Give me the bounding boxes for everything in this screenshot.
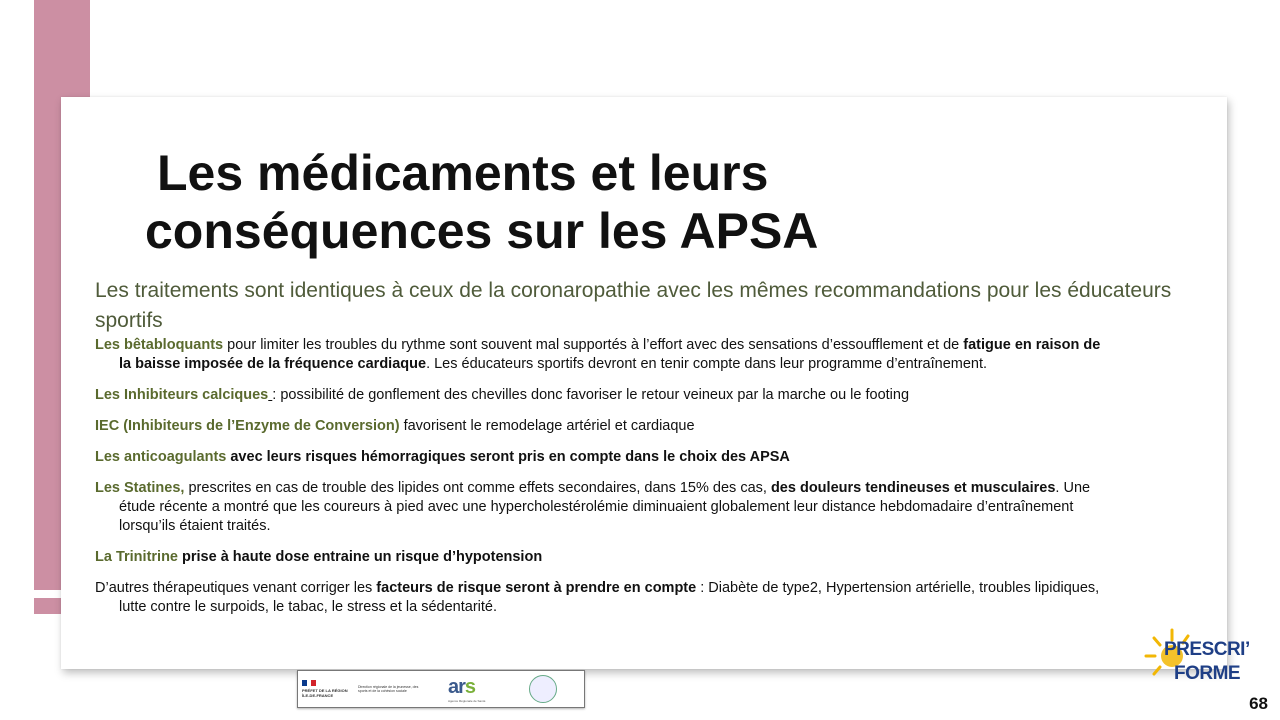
prescri-line-1: PRESCRI’ — [1164, 639, 1250, 660]
item-lead: IEC (Inhibiteurs de l’Enzyme de Conversion) — [95, 418, 400, 434]
item-text: pour limiter les troubles du rythme sont souvent mal supportés à l’effort avec des sensations d’essoufflement et de — [223, 337, 964, 353]
item-lead: Les Inhibiteurs calciques — [95, 387, 269, 403]
list-item — [95, 479, 1115, 536]
list-item — [95, 336, 1115, 374]
item-bold: facteurs de risque seront à prendre en compte — [376, 580, 697, 596]
drjscs-logo-text: Direction régionale de la jeunesse, des sports et de la cohésion sociale — [358, 684, 419, 693]
medication-list — [95, 336, 1115, 629]
intro-text: Les traitements sont identiques à ceux de la coronaropathie avec les mêmes recommandations pour les éducateurs sportifs — [95, 279, 1172, 332]
ars-logo — [448, 676, 485, 703]
item-bold: des douleurs tendineuses et musculaires — [770, 480, 1056, 496]
item-text: prescrites en cas de trouble des lipides ont comme effets secondaires, dans 15% des cas, — [184, 480, 771, 496]
item-lead: La Trinitrine — [95, 549, 178, 565]
list-item — [95, 386, 1115, 405]
prefet-logo-text: PRÉFET DE LA RÉGION ÎLE-DE-FRANCE — [302, 688, 348, 698]
item-text: favorisent le remodelage artériel et cardiaque — [399, 418, 695, 434]
prescriforme-logo — [1142, 622, 1260, 700]
ars-logo-s: s — [464, 675, 476, 698]
title-line-1: Les médicaments et leurs — [157, 145, 769, 201]
page-number: 68 — [1249, 694, 1268, 713]
item-lead: Les bêtabloquants — [95, 337, 224, 353]
title-line-2: conséquences sur les APSA — [145, 203, 819, 259]
slide-title — [145, 144, 945, 260]
item-lead: Les Statines, — [95, 480, 185, 496]
list-item — [95, 579, 1115, 617]
ars-logo-subtitle: Agence Régionale de Santé — [448, 698, 486, 703]
list-item — [95, 448, 1115, 467]
item-text: D’autres thérapeutiques venant corriger les — [95, 580, 377, 596]
item-bold: fatigue en raison de la baisse imposée de la fréquence cardiaque — [119, 337, 1101, 372]
item-lead: Les anticoagulants — [95, 449, 227, 465]
prescri-line-2: FORME — [1174, 663, 1241, 684]
prescriforme-logo-text — [1164, 638, 1250, 686]
ars-logo-text: ar — [448, 675, 465, 698]
item-text: . Une étude récente a montré que les coureurs à pied avec une hypercholestérolémie diminuaient globalement leur distance hebdomadaire d’entraînement lorsqu’ils étaient traités. — [119, 480, 1091, 534]
item-text: . Les éducateurs sportifs devront en tenir compte dans leur programme d’entraînement. — [426, 356, 988, 372]
prefet-logo — [302, 674, 352, 704]
list-item — [95, 417, 1115, 436]
item-bold: prise à haute dose entraine un risque d’hypotension — [178, 549, 543, 565]
item-text: : Diabète de type2, Hypertension artérielle, troubles lipidiques, lutte contre le surpoids, le tabac, le stress et la sédentarité. — [119, 580, 1100, 615]
list-item — [95, 548, 1115, 567]
item-text: : possibilité de gonflement des chevilles donc favoriser le retour veineux par la marche ou le footing — [272, 387, 910, 403]
partner-logos-strip — [297, 670, 585, 708]
item-bold: avec leurs risques hémorragiques seront pris en compte dans le choix des APSA — [226, 449, 790, 465]
seal-logo-icon — [529, 675, 557, 703]
french-flag-icon — [302, 680, 316, 686]
